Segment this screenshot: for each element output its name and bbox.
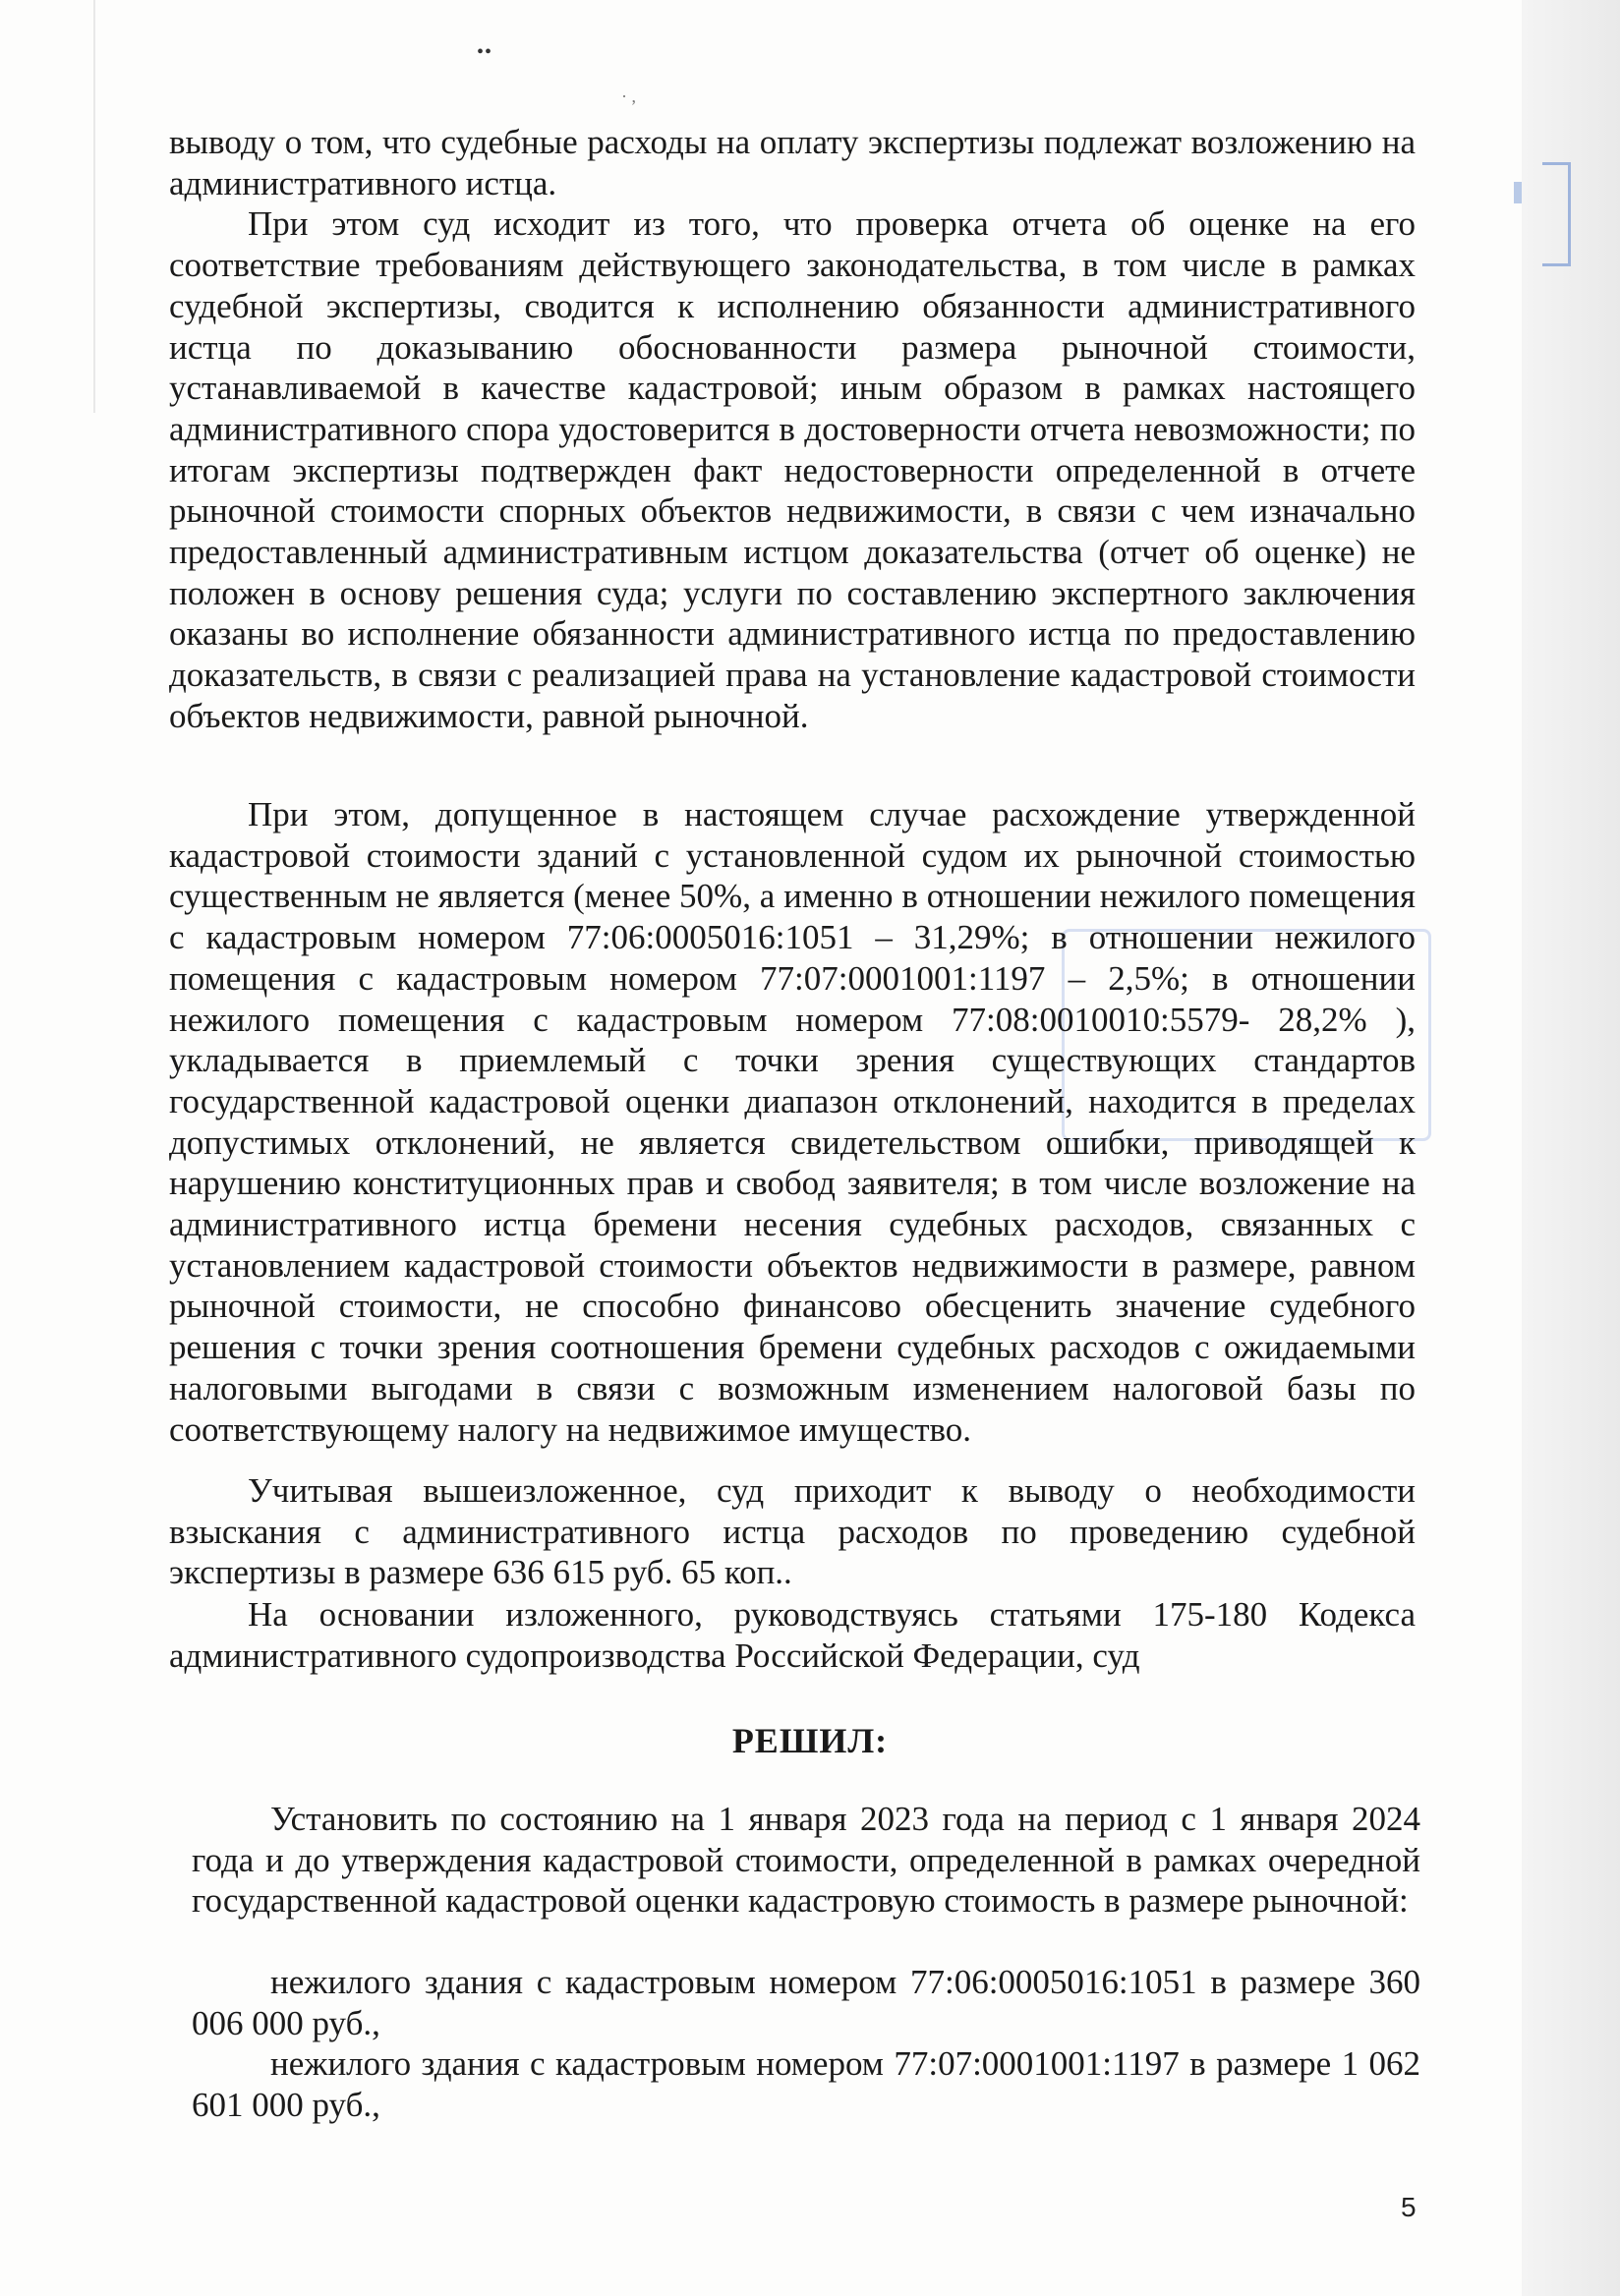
scan-mark-small: · , xyxy=(621,86,636,106)
page-number: 5 xyxy=(1401,2192,1417,2222)
decision-heading: РЕШИЛ: xyxy=(731,1721,889,1760)
text-block-deviation xyxy=(169,794,1416,1450)
scan-edge-line xyxy=(93,0,95,413)
text-block-basis xyxy=(169,1594,1416,1676)
paragraph: Учитывая вышеизложенное, суд приходит к выводу о необходимости взыскания с административного истца расходов по проведению судебной экспертизы в размере 636 615 руб. 65 коп.. xyxy=(169,1471,1416,1592)
stamp-mark-top xyxy=(1514,182,1522,203)
paragraph: Установить по состоянию на 1 января 2023 года на период с 1 января 2024 года и до утверждения кадастровой стоимости, определенной в рамках очередной государственной кадастровой оценки кадастровую стоимость в размере рыночной: xyxy=(192,1800,1420,1921)
paragraph: При этом, допущенное в настоящем случае расхождение утвержденной кадастровой стоимости зданий с установленной судом их рыночной стоимостью существенным не является (менее 50%, а именно в отношении нежилого помещения с кадастровым номером 77:06:0005016:1051 – 31,29%; в отношении нежилого помещения с кадастровым номером 77:07:0001001:1197 – 2,5%; в отношении нежилого помещения с кадастровым номером 77:08:0010010:5579- 28,2% ), укладывается в приемлемый с точки зрения существующих стандартов государственной кадастровой оценки диапазон отклонений, находится в пределах допустимых отклонений, не является свидетельством ошибки, приводящей к нарушению конституционных прав и свобод заявителя; в том числе возложение на административного истца бремени несения судебных расходов, связанных с установлением кадастровой стоимости объектов недвижимости в размере, равном рыночной стоимости, не способно финансово обесценить значение судебного решения с точки зрения соотношения бремени судебных расходов с ожидаемыми налоговыми выгодами в связи с возможным изменением налоговой базы по соответствующему налогу на недвижимое имущество. xyxy=(169,795,1416,1449)
scan-edge-shadow xyxy=(1522,0,1620,2296)
text-block-decision xyxy=(192,1799,1420,1922)
paragraph: При этом суд исходит из того, что проверка отчета об оценке на его соответствие требованиям действующего законодательства, в том числе в рамках судебной экспертизы, сводится к исполнению обязанности административного истца по доказыванию обоснованности размера рыночной стоимости, устанавливаемой в качестве кадастровой; иным образом в рамках настоящего административного спора удостоверится в достоверности отчета невозможности; по итогам экспертизы подтвержден факт недостоверности определенной в отчете рыночной стоимости спорных объектов недвижимости, в связи с чем изначально предоставленный административным истцом доказательства (отчет об оценке) не положен в основу решения суда; услуги по составлению экспертного заключения оказаны во исполнение обязанности административного истца по предоставлению доказательств, в связи с реализацией права на установление кадастровой стоимости объектов недвижимости, равной рыночной. xyxy=(169,204,1416,735)
text-block-reasoning xyxy=(169,122,1416,737)
list-item: нежилого здания с кадастровым номером 77:06:0005016:1051 в размере 360 006 000 руб., xyxy=(192,1963,1420,2042)
paragraph: На основании изложенного, руководствуясь статьями 175-180 Кодекса административного судопроизводства Российской Федерации, суд xyxy=(169,1595,1416,1675)
list-item: нежилого здания с кадастровым номером 77:07:0001001:1197 в размере 1 062 601 000 руб., xyxy=(192,2044,1420,2125)
text-block-conclusion xyxy=(169,1470,1416,1593)
text-block-objects xyxy=(192,1962,1420,2126)
stamp-fragment-top xyxy=(1542,162,1571,266)
scan-mark: •• xyxy=(477,41,493,63)
paragraph: выводу о том, что судебные расходы на оплату экспертизы подлежат возложению на административного истца. xyxy=(169,123,1416,202)
